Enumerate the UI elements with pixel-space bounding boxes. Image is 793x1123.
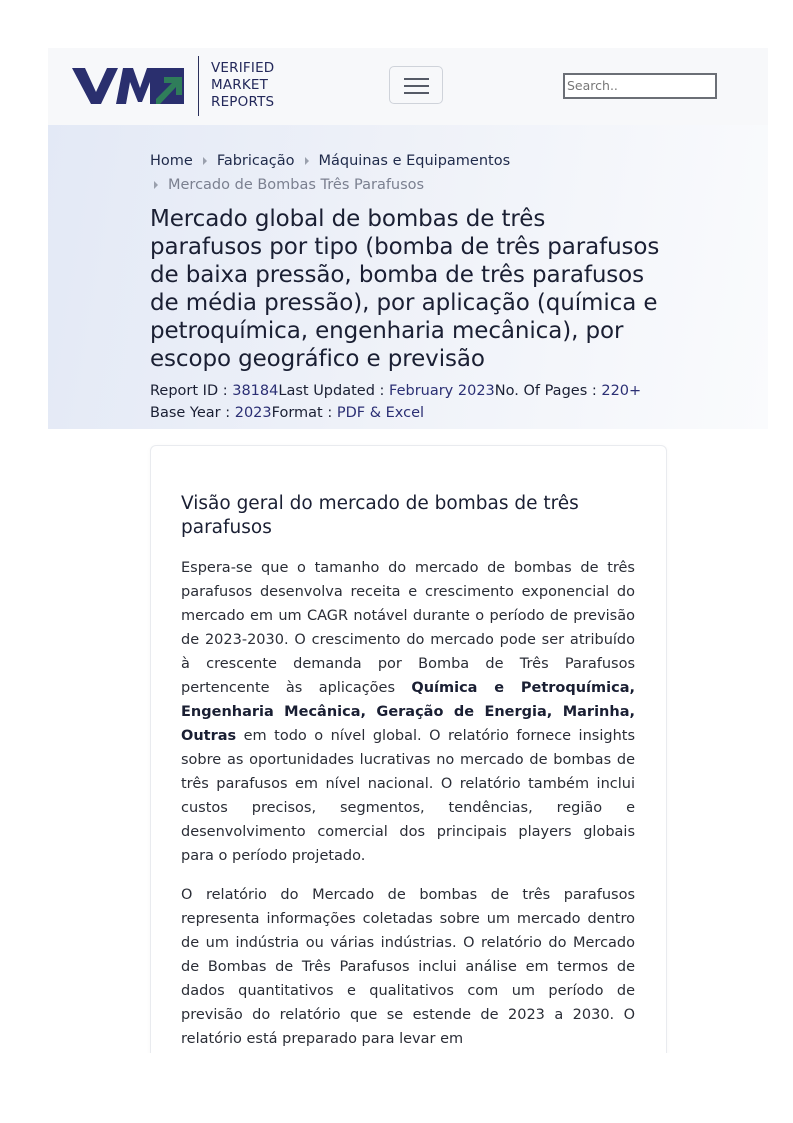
base-year-label: Base Year : xyxy=(150,405,235,421)
pages-label: No. Of Pages : xyxy=(494,383,602,399)
chevron-right-icon xyxy=(305,157,309,165)
report-meta xyxy=(150,380,710,424)
breadcrumb-current: Mercado de Bombas Três Parafusos xyxy=(168,177,425,193)
overview-card xyxy=(150,445,667,1053)
breadcrumb-fabricacao[interactable]: Fabricação xyxy=(216,153,295,169)
breadcrumb-home[interactable]: Home xyxy=(150,153,193,169)
pages-value: 220+ xyxy=(601,383,642,399)
overview-paragraph-2: O relatório do Mercado de bombas de três parafusos representa informações coletadas sobre um mercado dentro de um indústria ou várias indústrias. O relatório do Mercado de Bombas de Três Parafusos inclui análise em termos de dados quantitativos e qualitativos com um período de previsão do relatório que se estende de 2023 a 2030. O relatório está preparado para levar em xyxy=(181,887,635,1047)
overview-p1-applications: Química e Petroquímica, Engenharia Mecânica, Geração de Energia, Marinha, Outras xyxy=(181,680,635,744)
hamburger-icon xyxy=(404,92,429,94)
format-value: PDF & Excel xyxy=(336,405,425,421)
overview-heading: Visão geral do mercado de bombas de três parafusos xyxy=(181,493,579,538)
hamburger-icon xyxy=(404,78,429,80)
page xyxy=(48,48,768,1053)
logo-line-2: MARKET xyxy=(211,77,269,93)
report-meta-row xyxy=(150,402,710,424)
search-input[interactable]: Search.. xyxy=(563,73,717,99)
report-meta-row xyxy=(150,380,710,402)
logo-wordmark xyxy=(211,60,274,111)
page-title: Mercado global de bombas de três parafusos por tipo (bomba de três parafusos de baixa pressão, bomba de três parafusos de média pressão), por aplicação (química e petroquímica, engenharia mecânica), por escopo geográfico e previsão xyxy=(150,206,660,372)
base-year-value: 2023 xyxy=(234,405,272,421)
overview-p1-text-end: em todo o nível global. O relatório fornece insights sobre as oportunidades lucrativas no mercado de bombas de três parafusos em nível nacional. O relatório também inclui custos precisos, segmentos, tendências, região e desenvolvimento comercial dos principais players globais para o período projetado. xyxy=(181,728,635,864)
breadcrumb-row xyxy=(150,149,710,173)
overview-paragraph-1 xyxy=(181,556,635,868)
logo-line-1: VERIFIED xyxy=(211,60,275,76)
menu-toggle-button[interactable] xyxy=(389,66,443,104)
site-header xyxy=(48,48,768,126)
overview-p1-text: Espera-se que o tamanho do mercado de bombas de três parafusos desenvolva receita e crescimento exponencial do mercado em um CAGR notável durante o período de previsão de 2023-2030. O crescimento do mercado pode ser atribuído à crescente demanda por Bomba de Três Parafusos pertencente às aplicações xyxy=(181,560,635,696)
report-hero xyxy=(48,125,768,429)
breadcrumb-maquinas[interactable]: Máquinas e Equipamentos xyxy=(318,153,511,169)
hamburger-icon xyxy=(404,85,429,87)
logo-divider xyxy=(198,56,199,116)
breadcrumb-row xyxy=(150,173,710,197)
updated-value: February 2023 xyxy=(389,383,495,399)
chevron-right-icon xyxy=(203,157,207,165)
format-label: Format : xyxy=(271,405,337,421)
breadcrumb xyxy=(150,149,710,197)
logo[interactable] xyxy=(72,56,282,116)
logo-line-3: REPORTS xyxy=(211,94,275,110)
report-id-value: 38184 xyxy=(232,383,279,399)
updated-label: Last Updated : xyxy=(278,383,390,399)
report-id-label: Report ID : xyxy=(150,383,233,399)
vmr-logo-icon xyxy=(72,66,188,106)
chevron-right-icon xyxy=(154,181,158,189)
